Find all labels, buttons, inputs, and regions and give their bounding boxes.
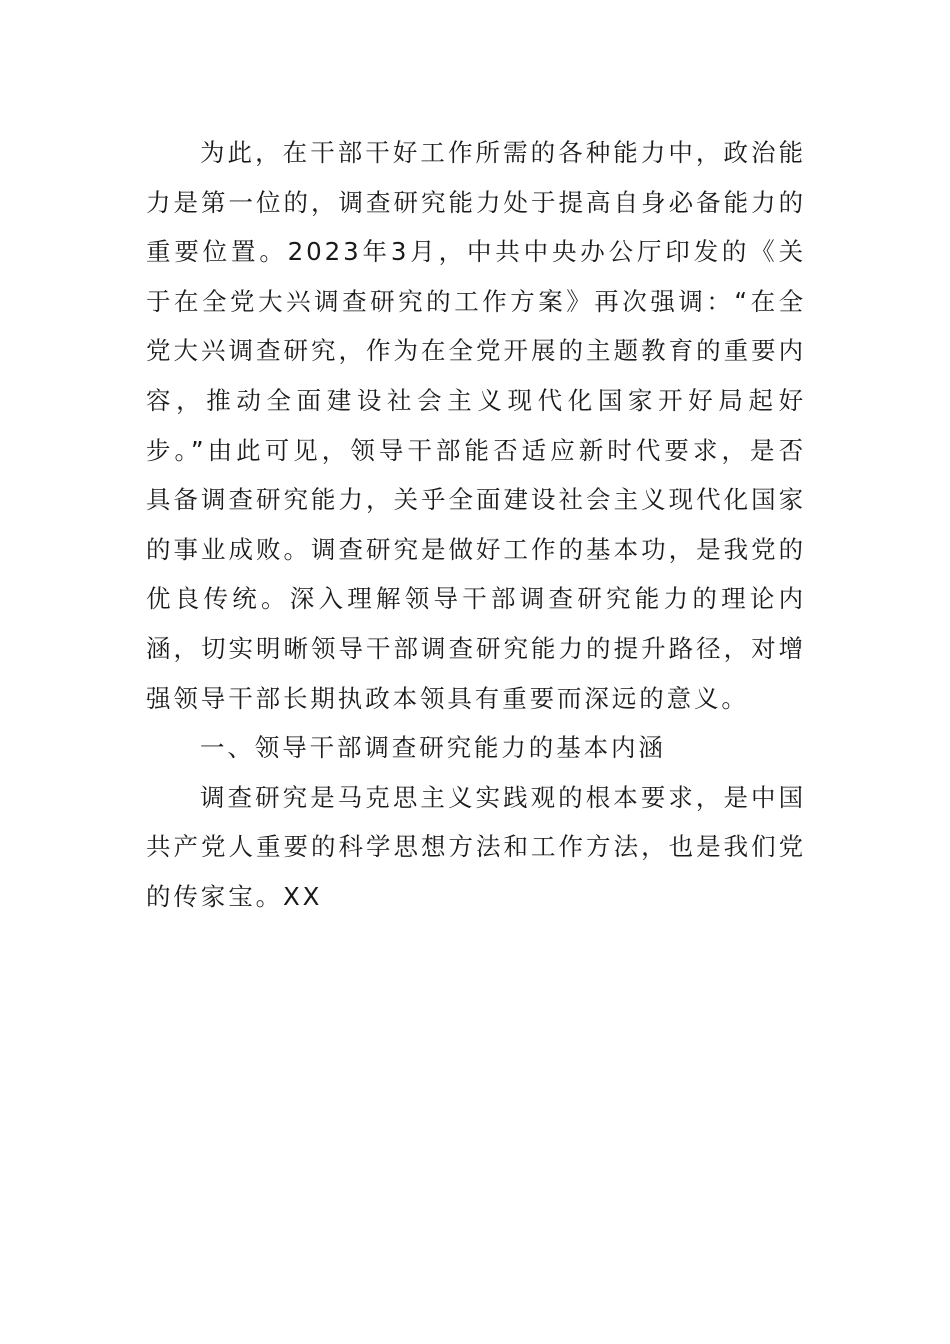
body-paragraph-2: 调查研究是马克思主义实践观的根本要求，是中国共产党人重要的科学思想方法和工作方法，也是我们党的传家宝。XX [146,782,806,911]
document-body [146,128,806,922]
body-paragraph-1: 为此，在干部干好工作所需的各种能力中，政治能力是第一位的，调查研究能力处于提高自身必备能力的重要位置。2023年3月，中共中央办公厅印发的《关于在全党大兴调查研究的工作方案》再次强调：“在全党大兴调查研究，作为在全党开展的主题教育的重要内容，推动全面建设社会主义现代化国家开好局起好步。”由此可见，领导干部能否适应新时代要求，是否具备调查研究能力，关乎全面建设社会主义现代化国家的事业成败。调查研究是做好工作的基本功，是我党的优良传统。深入理解领导干部调查研究能力的理论内涵，切实明晰领导干部调查研究能力的提升路径，对增强领导干部长期执政本领具有重要而深远的意义。 [146,138,806,713]
section-heading: 一、领导干部调查研究能力的基本内涵 [200,733,666,763]
